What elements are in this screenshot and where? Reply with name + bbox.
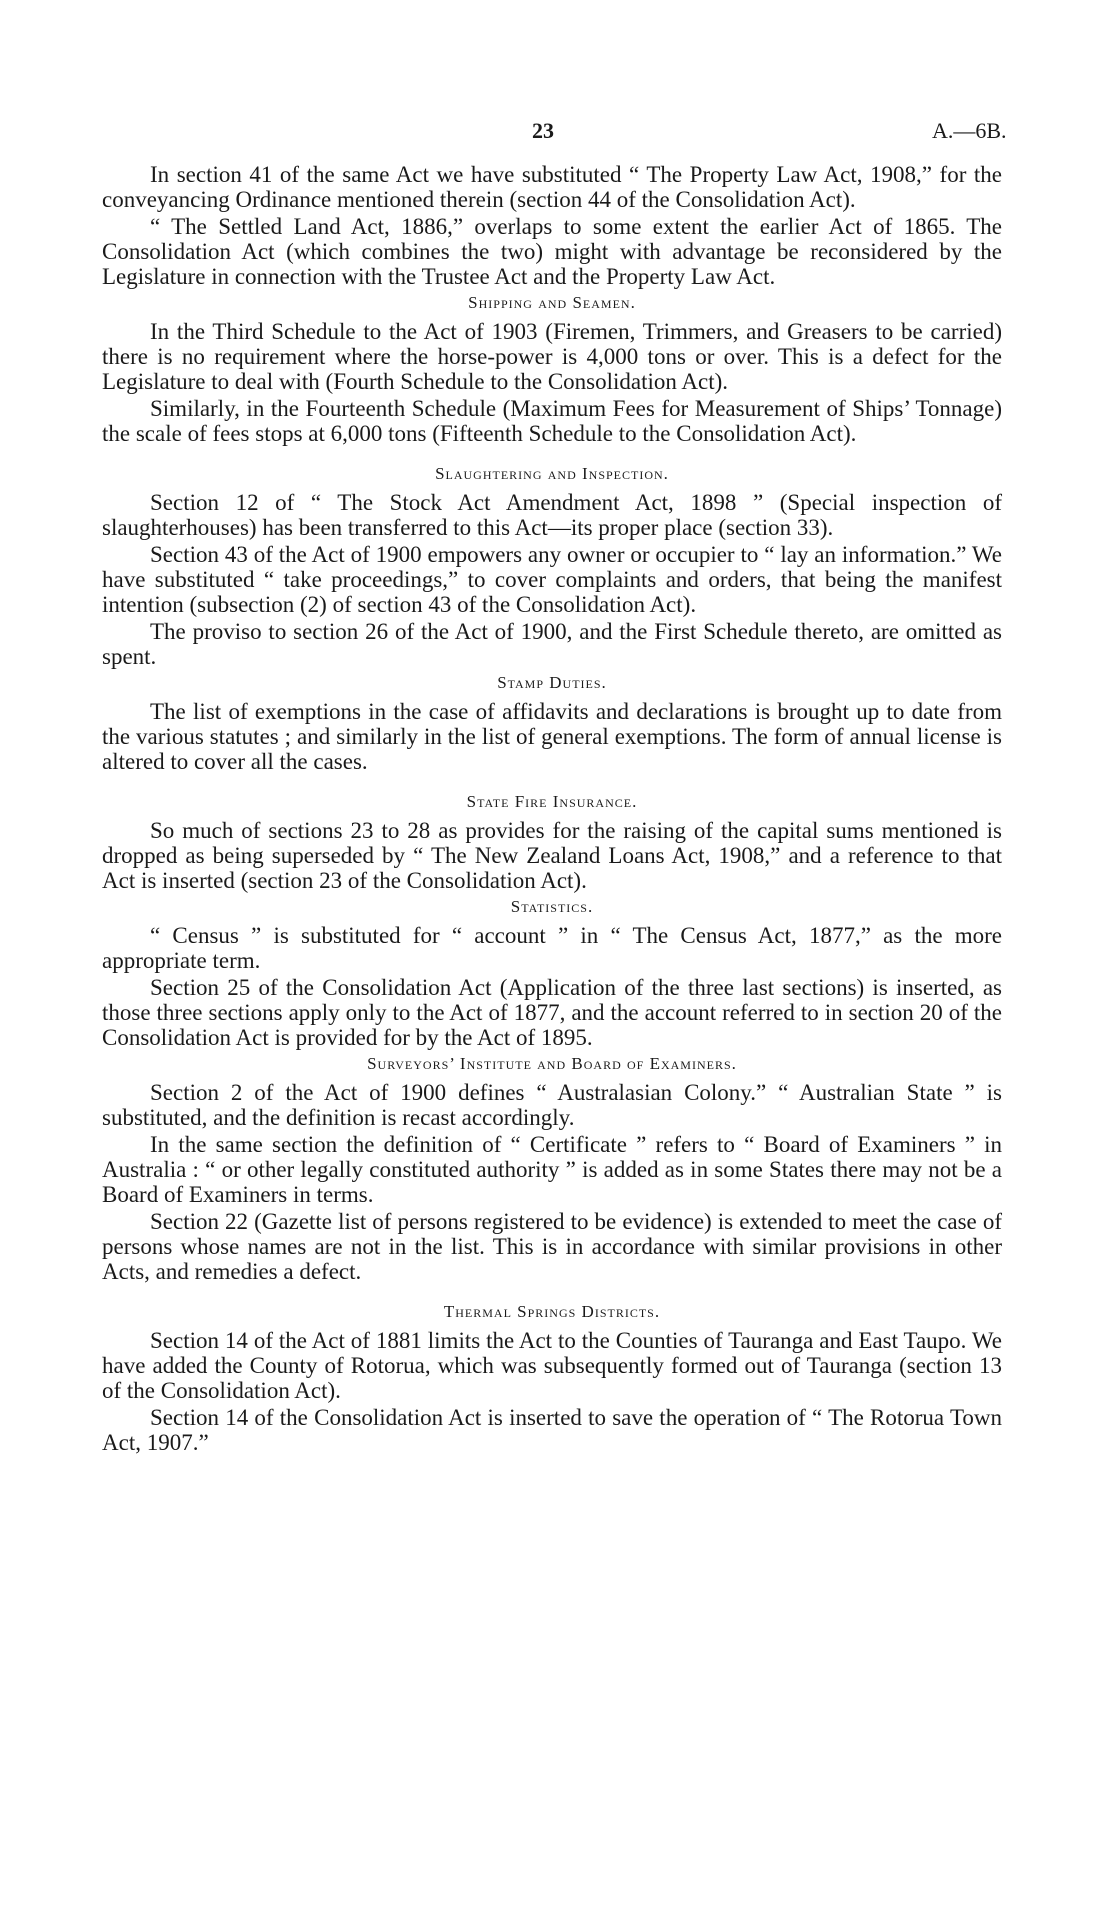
paragraph-capital-sums: So much of sections 23 to 28 as provides for the raising of the capital sums mentioned is dropped as being superseded by “ The New Zealand Loans Act, 1908,” and a reference to that Act is inserted (section 23 of the Consolidation Act). xyxy=(102,818,1002,893)
section-heading-slaughtering-and-inspection: Slaughtering and Inspection. xyxy=(435,464,669,483)
section-heading-surveyors-institute: Surveyors’ Institute and Board of Examiners. xyxy=(367,1054,737,1073)
paragraph-australasian-colony: Section 2 of the Act of 1900 defines “ Australasian Colony.” “ Australian State ” is substituted, and the definition is recast accordingly. xyxy=(102,1080,1002,1130)
section-heading-shipping-and-seamen: Shipping and Seamen. xyxy=(468,293,636,312)
section-heading-state-fire-insurance: State Fire Insurance. xyxy=(466,792,638,811)
paragraph-section-25: Section 25 of the Consolidation Act (Application of the three last sections) is inserted, as those three sections apply only to the Act of 1877, and the account referred to in section 20 of the Consolidation Act is provided for by the Act of 1895. xyxy=(102,975,1002,1050)
page-number: 23 xyxy=(532,118,554,143)
paragraph-section-43-information: Section 43 of the Act of 1900 empowers any owner or occupier to “ lay an information.” We have substituted “ take proceedings,” to cover complaints and orders, that being the manifest intention (subsection (2) of section 43 of the Consolidation Act). xyxy=(102,542,1002,617)
section-heading-stamp-duties: Stamp Duties. xyxy=(497,673,607,692)
section-heading-thermal-springs-districts: Thermal Springs Districts. xyxy=(443,1302,661,1321)
paragraph-settled-land-act: “ The Settled Land Act, 1886,” overlaps to some extent the earlier Act of 1865. The Consolidation Act (which combines the two) might with advantage be reconsidered by the Legislature in connection with the Trustee Act and the Property Law Act. xyxy=(102,214,1002,289)
paragraph-counties-tauranga: Section 14 of the Act of 1881 limits the Act to the Counties of Tauranga and East Taupo. We have added the County of Rotorua, which was subsequently formed out of Tauranga (section 13 of the Consolidation Act). xyxy=(102,1328,1002,1403)
paragraph-exemptions: The list of exemptions in the case of affidavits and declarations is brought up to date from the various statutes ; and similarly in the list of general exemptions. The form of annual license is altered to cover all the cases. xyxy=(102,699,1002,774)
document-reference: A.—6B. xyxy=(932,118,1007,143)
paragraph-proviso-section-26: The proviso to section 26 of the Act of 1900, and the First Schedule thereto, are omitted as spent. xyxy=(102,619,1002,669)
paragraph-census-term: “ Census ” is substituted for “ account ” in “ The Census Act, 1877,” as the more appropriate term. xyxy=(102,923,1002,973)
section-heading-statistics: Statistics. xyxy=(510,897,594,916)
paragraph-fourteenth-schedule: Similarly, in the Fourteenth Schedule (Maximum Fees for Measurement of Ships’ Tonnage) the scale of fees stops at 6,000 tons (Fifteenth Schedule to the Consolidation Act). xyxy=(102,396,1002,446)
page-body xyxy=(102,162,1002,1457)
paragraph-rotorua-town-act: Section 14 of the Consolidation Act is inserted to save the operation of “ The Rotorua Town Act, 1907.” xyxy=(102,1405,1002,1455)
paragraph-gazette-list: Section 22 (Gazette list of persons registered to be evidence) is extended to meet the case of persons whose names are not in the list. This is in accordance with similar provisions in other Acts, and remedies a defect. xyxy=(102,1209,1002,1284)
paragraph-third-schedule: In the Third Schedule to the Act of 1903 (Firemen, Trimmers, and Greasers to be carried) there is no requirement where the horse-power is 4,000 tons or over. This is a defect for the Legislature to deal with (Fourth Schedule to the Consolidation Act). xyxy=(102,319,1002,394)
paragraph-stock-act-amendment: Section 12 of “ The Stock Act Amendment Act, 1898 ” (Special inspection of slaughterhouses) has been transferred to this Act—its proper place (section 33). xyxy=(102,490,1002,540)
paragraph-certificate-definition: In the same section the definition of “ Certificate ” refers to “ Board of Examiners ” in Australia : “ or other legally constituted authority ” is added as in some States there may not be a Board of Examiners in terms. xyxy=(102,1132,1002,1207)
paragraph-property-law-section-41: In section 41 of the same Act we have substituted “ The Property Law Act, 1908,” for the conveyancing Ordinance mentioned therein (section 44 of the Consolidation Act). xyxy=(102,162,1002,212)
page-header xyxy=(0,118,1114,148)
